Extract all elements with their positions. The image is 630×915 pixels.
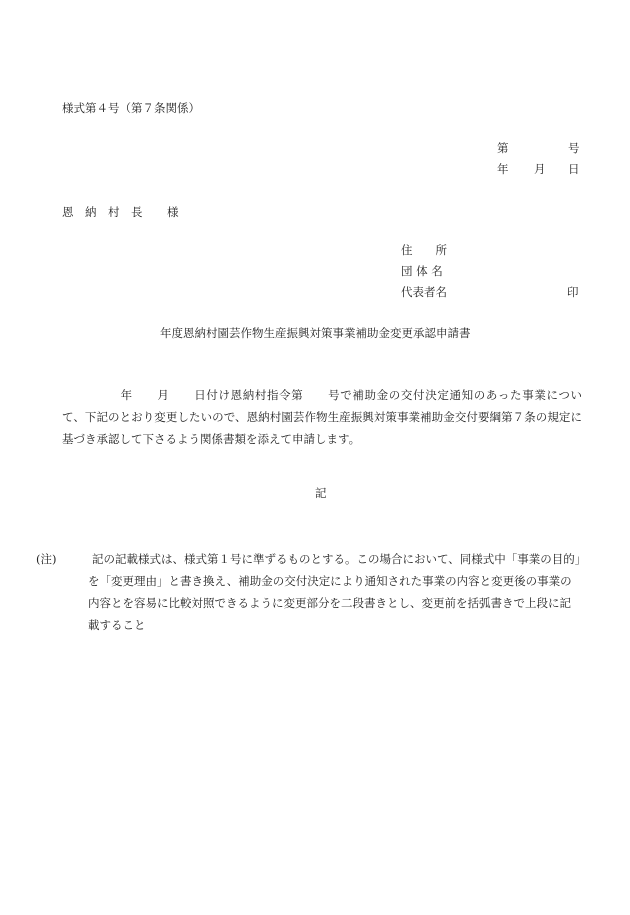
- address-label: 住 所: [401, 243, 447, 257]
- body-paragraph: [62, 384, 582, 450]
- form-label: 様式第４号（第７条関係）: [62, 101, 200, 115]
- representative-label: 代表者名: [401, 285, 447, 299]
- reference-number-suffix: 号: [568, 141, 580, 155]
- date-day: 日: [568, 162, 580, 176]
- body-month: 月: [156, 388, 170, 402]
- note-text: 記の記載様式は、様式第１号に準ずるものとする。この場合において、同様式中「事業の目的」を「変更理由」と書き換え、補助金の交付決定により通知された事業の内容と変更後の事業の内容とを容易に比較対照できるように変更部分を二段書きとし、変更前を括弧書きで上段に記載すること: [88, 552, 581, 632]
- ki-heading: 記: [315, 486, 327, 500]
- reference-number-prefix: 第: [497, 141, 509, 155]
- addressee-name: 恩 納 村 長: [62, 205, 143, 219]
- date-year: 年: [497, 162, 509, 176]
- note-label: (注): [36, 552, 57, 566]
- document-title: 年度恩納村園芸作物生産振興対策事業補助金変更承認申請書: [160, 326, 471, 340]
- seal-mark: 印: [567, 285, 579, 299]
- body-day-text: 日付け恩納村指令第: [193, 388, 304, 402]
- body-rest: て、下記のとおり変更したいので、恩納村園芸作物生産振興対策事業補助金交付要綱第７条の規定に基づき承認して下さるよう関係書類を添えて申請します。: [62, 410, 582, 446]
- addressee-honorific: 様: [167, 205, 179, 219]
- organization-label: 団 体 名: [401, 264, 443, 278]
- body-number-text: 号で補助金の交付決定通知のあった事業につい: [327, 388, 583, 402]
- date-month: 月: [534, 162, 546, 176]
- body-year: 年: [120, 388, 133, 402]
- note-block: [36, 548, 582, 636]
